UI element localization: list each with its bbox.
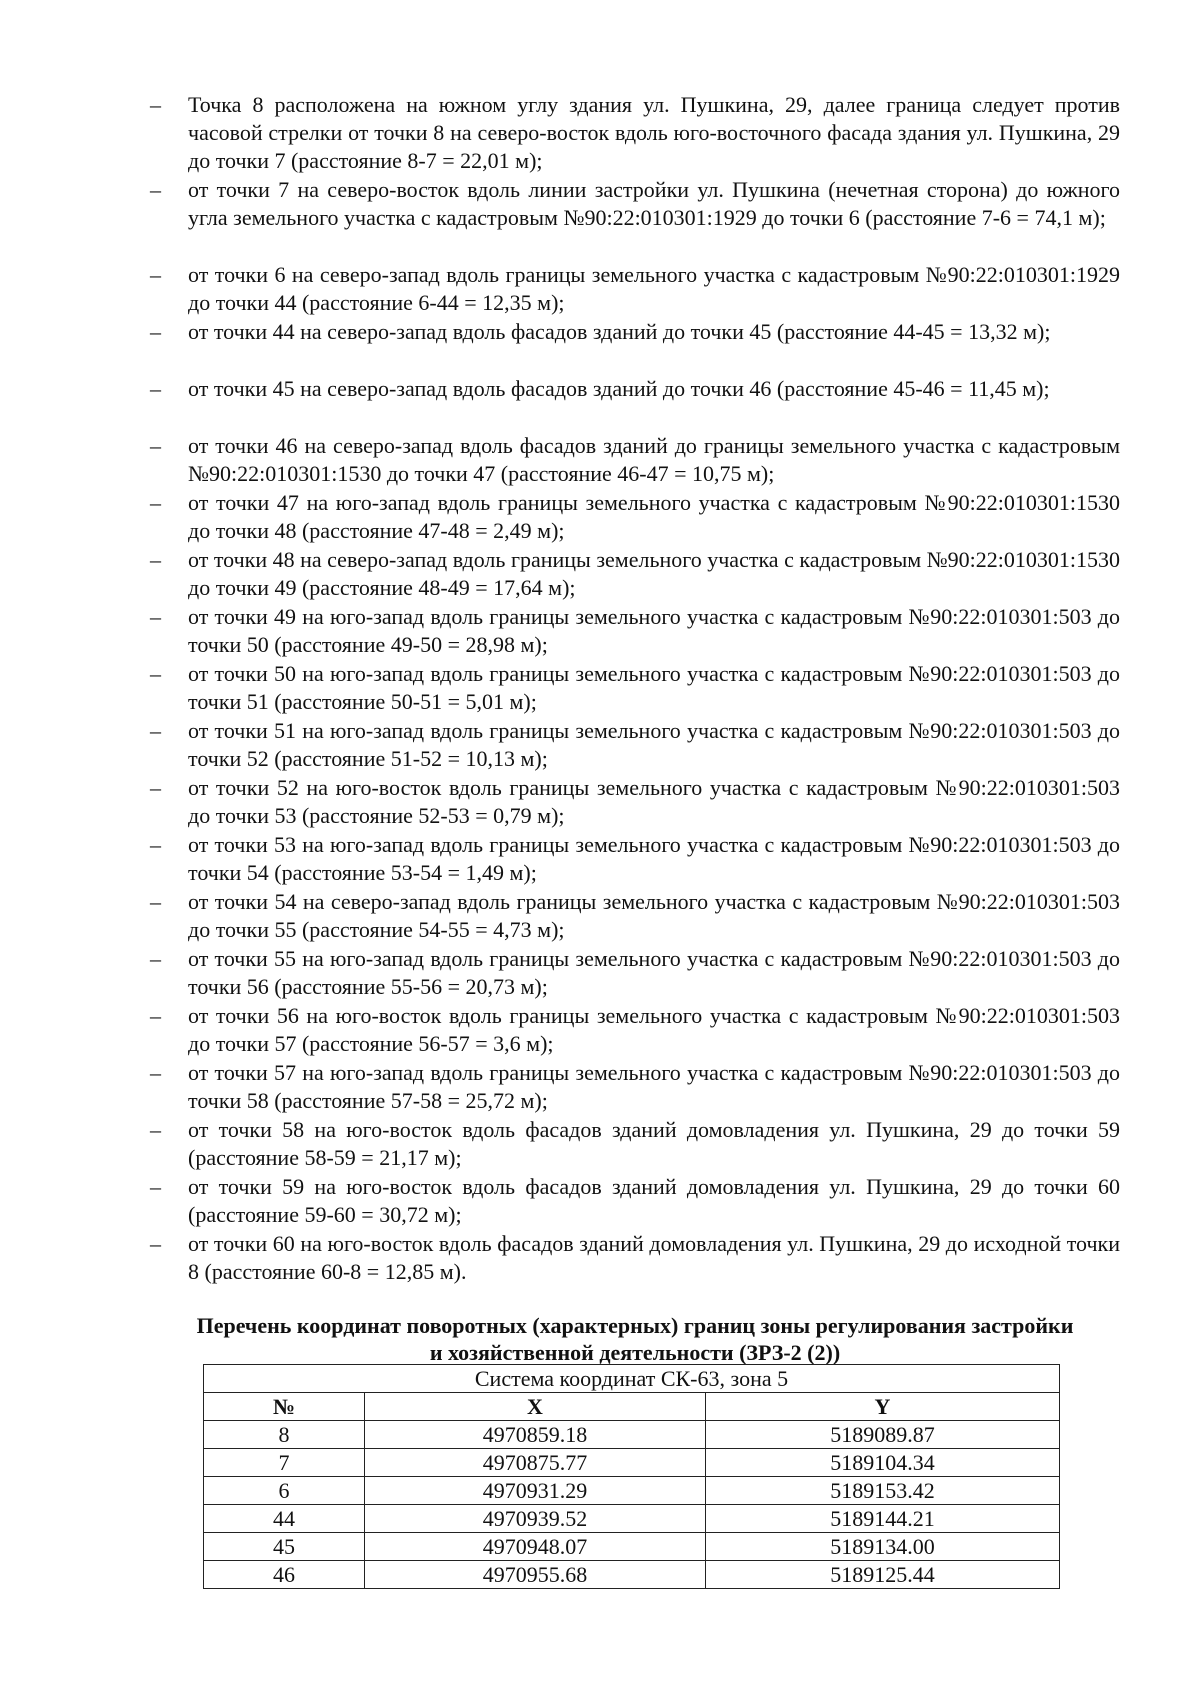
list-item — [150, 1116, 1120, 1172]
dash-marker: – — [150, 547, 161, 572]
y-coordinate-cell: 5189144.21 — [706, 1505, 1060, 1533]
coordinates-table — [203, 1364, 1060, 1589]
point-number-cell: 6 — [204, 1477, 365, 1505]
list-item — [150, 717, 1120, 773]
dash-marker: – — [150, 490, 161, 515]
coordinate-system-cell: Система координат СК-63, зона 5 — [204, 1365, 1060, 1393]
list-item — [150, 774, 1120, 830]
list-item — [150, 489, 1120, 545]
dash-marker: – — [150, 1060, 161, 1085]
dash-marker: – — [150, 319, 161, 344]
list-item-text: от точки 51 на юго-запад вдоль границы земельного участка с кадастровым №90:22:010301:503 до точки 52 (расстояние 51-52 = 10,13 м); — [188, 718, 1120, 771]
list-item — [150, 888, 1120, 944]
list-item — [150, 831, 1120, 887]
dash-marker: – — [150, 775, 161, 800]
list-item-text: от точки 53 на юго-запад вдоль границы земельного участка с кадастровым №90:22:010301:503 до точки 54 (расстояние 53-54 = 1,49 м); — [188, 832, 1120, 885]
dash-marker: – — [150, 832, 161, 857]
table-row — [204, 1421, 1060, 1449]
list-item-text: от точки 49 на юго-запад вдоль границы земельного участка с кадастровым №90:22:010301:503 до точки 50 (расстояние 49-50 = 28,98 м); — [188, 604, 1120, 657]
dash-marker: – — [150, 1003, 161, 1028]
list-item-text: Точка 8 расположена на южном углу здания ул. Пушкина, 29, далее граница следует против часовой стрелки от точки 8 на северо-восток вдоль юго-восточного фасада здания ул. Пушкина, 29 до точки 7 (расстояние 8-7 = 22,01 м); — [188, 92, 1120, 173]
point-number-cell: 8 — [204, 1421, 365, 1449]
table-header-row — [204, 1393, 1060, 1421]
list-item — [150, 432, 1120, 488]
table-caption-row — [204, 1365, 1060, 1393]
heading-line-1: Перечень координат поворотных (характерных) границ зоны регулирования застройки — [196, 1313, 1074, 1338]
list-item-text: от точки 6 на северо-запад вдоль границы земельного участка с кадастровым №90:22:010301:1929 до точки 44 (расстояние 6-44 = 12,35 м); — [188, 262, 1120, 315]
list-item-text: от точки 48 на северо-запад вдоль границы земельного участка с кадастровым №90:22:010301:1530 до точки 49 (расстояние 48-49 = 17,64 м); — [188, 547, 1120, 600]
dash-marker: – — [150, 92, 161, 117]
y-coordinate-cell: 5189125.44 — [706, 1561, 1060, 1589]
x-coordinate-cell: 4970859.18 — [365, 1421, 706, 1449]
list-item-text: от точки 7 на северо-восток вдоль линии застройки ул. Пушкина (нечетная сторона) до южного угла земельного участка с кадастровым №90:22:010301:1929 до точки 6 (расстояние 7-6 = 74,1 м); — [188, 177, 1120, 230]
list-item — [150, 375, 1120, 431]
dash-marker: – — [150, 889, 161, 914]
list-item-text: от точки 46 на северо-запад вдоль фасадов зданий до границы земельного участка с кадастровым №90:22:010301:1530 до точки 47 (расстояние 46-47 = 10,75 м); — [188, 433, 1120, 486]
x-coordinate-cell: 4970948.07 — [365, 1533, 706, 1561]
dash-marker: – — [150, 433, 161, 458]
column-header-y: Y — [706, 1393, 1060, 1421]
x-coordinate-cell: 4970931.29 — [365, 1477, 706, 1505]
point-number-cell: 46 — [204, 1561, 365, 1589]
dash-marker: – — [150, 604, 161, 629]
point-number-cell: 45 — [204, 1533, 365, 1561]
list-item — [150, 546, 1120, 602]
list-item — [150, 1059, 1120, 1115]
table-row — [204, 1561, 1060, 1589]
list-item — [150, 261, 1120, 317]
list-item-text: от точки 55 на юго-запад вдоль границы земельного участка с кадастровым №90:22:010301:503 до точки 56 (расстояние 55-56 = 20,73 м); — [188, 946, 1120, 999]
list-item-text: от точки 58 на юго-восток вдоль фасадов зданий домовладения ул. Пушкина, 29 до точки 59 (расстояние 58-59 = 21,17 м); — [188, 1117, 1120, 1170]
column-header-number: № — [204, 1393, 365, 1421]
table-row — [204, 1505, 1060, 1533]
list-item-text: от точки 54 на северо-запад вдоль границы земельного участка с кадастровым №90:22:010301:503 до точки 55 (расстояние 54-55 = 4,73 м); — [188, 889, 1120, 942]
table-row — [204, 1477, 1060, 1505]
list-item-text: от точки 45 на северо-запад вдоль фасадов зданий до точки 46 (расстояние 45-46 = 11,45 м); — [188, 376, 1050, 401]
list-item — [150, 1173, 1120, 1229]
point-number-cell: 7 — [204, 1449, 365, 1477]
column-header-x: X — [365, 1393, 706, 1421]
x-coordinate-cell: 4970939.52 — [365, 1505, 706, 1533]
dash-marker: – — [150, 1231, 161, 1256]
y-coordinate-cell: 5189153.42 — [706, 1477, 1060, 1505]
dash-marker: – — [150, 946, 161, 971]
dash-marker: – — [150, 177, 161, 202]
list-item-text: от точки 57 на юго-запад вдоль границы земельного участка с кадастровым №90:22:010301:503 до точки 58 (расстояние 57-58 = 25,72 м); — [188, 1060, 1120, 1113]
list-item — [150, 660, 1120, 716]
list-item — [150, 603, 1120, 659]
list-item-text: от точки 60 на юго-восток вдоль фасадов зданий домовладения ул. Пушкина, 29 до исходной точки 8 (расстояние 60-8 = 12,85 м). — [188, 1231, 1120, 1284]
dash-marker: – — [150, 718, 161, 743]
dash-marker: – — [150, 661, 161, 686]
list-item-text: от точки 59 на юго-восток вдоль фасадов зданий домовладения ул. Пушкина, 29 до точки 60 (расстояние 59-60 = 30,72 м); — [188, 1174, 1120, 1227]
x-coordinate-cell: 4970875.77 — [365, 1449, 706, 1477]
dash-marker: – — [150, 1174, 161, 1199]
y-coordinate-cell: 5189134.00 — [706, 1533, 1060, 1561]
list-item-text: от точки 52 на юго-восток вдоль границы земельного участка с кадастровым №90:22:010301:503 до точки 53 (расстояние 52-53 = 0,79 м); — [188, 775, 1120, 828]
list-item-text: от точки 44 на северо-запад вдоль фасадов зданий до точки 45 (расстояние 44-45 = 13,32 м); — [188, 319, 1051, 344]
list-item — [150, 945, 1120, 1001]
list-item — [150, 318, 1120, 374]
y-coordinate-cell: 5189104.34 — [706, 1449, 1060, 1477]
section-heading — [140, 1312, 1130, 1366]
heading-line-2: и хозяйственной деятельности (ЗРЗ-2 (2)) — [429, 1340, 841, 1365]
list-item-text: от точки 56 на юго-восток вдоль границы земельного участка с кадастровым №90:22:010301:503 до точки 57 (расстояние 56-57 = 3,6 м); — [188, 1003, 1120, 1056]
dash-marker: – — [150, 376, 161, 401]
list-item-text: от точки 47 на юго-запад вдоль границы земельного участка с кадастровым №90:22:010301:1530 до точки 48 (расстояние 47-48 = 2,49 м); — [188, 490, 1120, 543]
list-item — [150, 91, 1120, 175]
table-row — [204, 1533, 1060, 1561]
point-number-cell: 44 — [204, 1505, 365, 1533]
boundary-description-list — [150, 91, 1120, 1287]
list-item — [150, 176, 1120, 260]
dash-marker: – — [150, 262, 161, 287]
table-row — [204, 1449, 1060, 1477]
y-coordinate-cell: 5189089.87 — [706, 1421, 1060, 1449]
x-coordinate-cell: 4970955.68 — [365, 1561, 706, 1589]
dash-marker: – — [150, 1117, 161, 1142]
list-item — [150, 1230, 1120, 1286]
list-item — [150, 1002, 1120, 1058]
list-item-text: от точки 50 на юго-запад вдоль границы земельного участка с кадастровым №90:22:010301:503 до точки 51 (расстояние 50-51 = 5,01 м); — [188, 661, 1120, 714]
